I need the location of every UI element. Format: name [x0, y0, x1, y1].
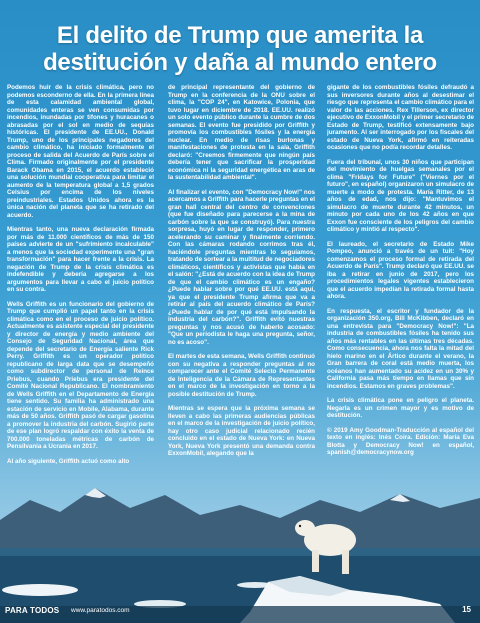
paragraph: gigante de los combustibles fósiles defraudó a sus inversores durante años al desestimar el riesgo que representa el cambio climático para el valor de las acciones. Rex Tillerson, ex director ejecutivo de ExxonMobil y el primer secretario de Estado de Trump, testificó extensamente bajo juramento. Al ser interrogado por los fiscales del estado de Nueva York, afirmó en reiteradas ocasiones que no podía recordar detalles. [327, 84, 474, 151]
text-column-3 [327, 84, 474, 494]
text-column-2 [168, 84, 315, 549]
paragraph: Mientras se espera que la próxima semana se lleven a cabo las primeras audiencias públicas en el marco de la investigación de juicio político, hay otro caso judicial relacionado recién concluido en el estado de Nueva York: en Nueva York, Nueva York presentó una demanda contra ExxonMobil, alegando que la [168, 405, 315, 457]
copyright-credit: © 2019 Amy Goodman-Traducción al español del texto en inglés: Inés Coira. Edición: María Eva Blotta y Democracy Now! en español, spanish@democracynow.org [327, 426, 474, 456]
paragraph: En respuesta, el escritor y fundador de la organización 350.org, Bill McKibben, declaró en una entrevista para "Democracy Now!": "La industria de combustibles fósiles ha tenido sus años más rentables en las últimas tres décadas. Como consecuencia, ahora nos falta la mitad del hielo marino en el Ártico durante el verano, la Gran barrera de coral está medio muerta, los océanos han aumentado su acidez en un 30% y California pasa más tiempo en llamas que sin incendios. Estamos en graves problemas". [327, 307, 474, 390]
magazine-brand: PARA TODOS [5, 606, 60, 615]
paragraph: Mientras tanto, una nueva declaración firmada por más de 11.000 científicos de más de 150 países advierte de un "sufrimiento incalculable" a menos que la sociedad experimente una "gran transformación" para hacer frente a la crisis. La negación de Trump de la crisis climática es indefendible y debería agregarse a los argumentos para llevar a cabo el juicio político en su contra. [7, 226, 154, 293]
magazine-url-link[interactable]: www.paratodos.com [71, 607, 130, 614]
paragraph: de principal representante del gobierno de Trump en la conferencia de la ONU sobre el clima, la "COP 24", en Katowice, Polonia, que tuvo lugar en diciembre de 2018. EE.UU. realizó un solo evento público durante la cumbre de dos semanas. El evento fue presidido por Griffith y promovía los combustibles fósiles y la energía nuclear. En medio de risas burlonas y manifestaciones de protesta en la sala, Griffith declaró: "Creemos firmemente que ningún país debería tener que sacrificar la prosperidad económica ni la seguridad energética en aras de la sustentabilidad ambiental". [168, 84, 315, 181]
paragraph: Al finalizar el evento, con "Democracy Now!" nos acercamos a Griffith para hacerle preguntas en el gran hall central del centro de convenciones (que fue diseñado para parecerse a la mina de carbón sobre la que se construyó). Para nuestra sorpresa, huyó en lugar de responder, primero acelerando su caminar y finalmente corriendo. Con las cámaras rodando corrimos tras él, haciéndole preguntas mientras lo seguíamos, tratando de sortear a la multitud de negociadores climáticos, científicos y activistas que había en el salón: "¿Está de acuerdo con la idea de Trump de que el cambio climático es un engaño? ¿Puede hablar sobre por qué EE.UU. está aquí, ya que el presidente Trump afirma que va a retirar al país del acuerdo climático de París? ¿Puede hablar de por qué está impulsando la industria del carbón?". Griffith evitó nuestras preguntas y nos acusó de haberlo acosado: "Que un periodista le haga una pregunta, señor, no es acoso". [168, 188, 315, 346]
paragraph: Podemos huir de la crisis climática, pero no podemos esconderno de ella. En la primera línea de esta calamidad ambiental global, comunidades enteras se ven consumidas por incendios, inundadas por tifones y huracanes o abrasadas por el sol en medio de sequías históricas. El presidente de EE.UU., Donald Trump, uno de los principales negadores del cambio climático, ha iniciado formalmente el proceso de salida del Acuerdo de París sobre el Clima. Firmado originalmente por el presidente Barack Obama en 2015, el acuerdo estableció una solución mundial cooperativa para limitar el aumento de la temperatura global a 1,5 grados Celsius por encima de los niveles preindustriales. Estados Unidos ahora es la única nación del planeta que se ha retirado del acuerdo. [7, 84, 154, 219]
paragraph: Al año siguiente, Griffith actuó como alto [7, 457, 130, 465]
paragraph: Wells Griffith es un funcionario del gobierno de Trump que cumplió un papel tanto en la crisis climática como en el proceso de juicio político. Actualmente es asistente especial del presidente y director de energía y medio ambiente del Consejo de Seguridad Nacional, área que depende del secretario de Energía saliente Rick Perry. Griffith es un operador político republicano de larga data que se desempeñó como subdirector de personal de Reince Priebus, cuando Priebus era presidente del Comité Nacional Republicano. El nombramiento de Wells Griffith en el Departamento de Energía tiene sentido. Su familia ha administrado una estación de servicio en Mobile, Alabama, durante más de 50 años. Griffith pasó de cargar gasolina a promover la industria del carbón. Sugirió parte de ese plan logró respaldar con éxito la venta de 700.000 toneladas métricas de carbón de Pensilvania a Ucrania en 2017. [7, 300, 154, 450]
article-title: El delito de Trump que amerita la destitución y daña al mundo entero [43, 22, 437, 76]
page-number: 15 [462, 605, 471, 614]
paragraph: Fuera del tribunal, unos 30 niños que participan del movimiento de huelgas semanales por el clima "Fridays for Future" ("Viernes por el futuro", en español) organizaron un simulacro de muerte a modo de protesta. María Ritter, de 13 años de edad, nos dijo: "Mantuvimos el simulacro de muerte durante 42 minutos, un minuto por cada uno de los 42 años en que Exxon fue consciente de los peligros del cambio climático y mintió al respecto". [327, 158, 474, 233]
page-footer [5, 604, 475, 618]
paragraph: La crisis climática pone en peligro el planeta. Negarla es un crimen mayor y es motivo de destitución. [327, 397, 474, 419]
article-body [7, 84, 473, 592]
paragraph: El laureado, el secretario de Estado Mike Pompeo, anunció a través de un tuit: "Hoy comenzamos el proceso formal de retirada del Acuerdo de París". Trump declaró que EE.UU. se iba a retirar en junio de 2017, pero los procedimientos legales vigentes establecieron que el acuerdo impedían la retirada formal hasta ahora. [327, 240, 474, 300]
text-column-1 [7, 84, 154, 592]
paragraph: El martes de esta semana, Wells Griffith continuó con su negativa a responder preguntas al no comparecer ante el Comité Selecto Permanente de Inteligencia de la Cámara de Representantes en el marco de la investigación en torno a la posible destitución de Trump. [168, 353, 315, 398]
